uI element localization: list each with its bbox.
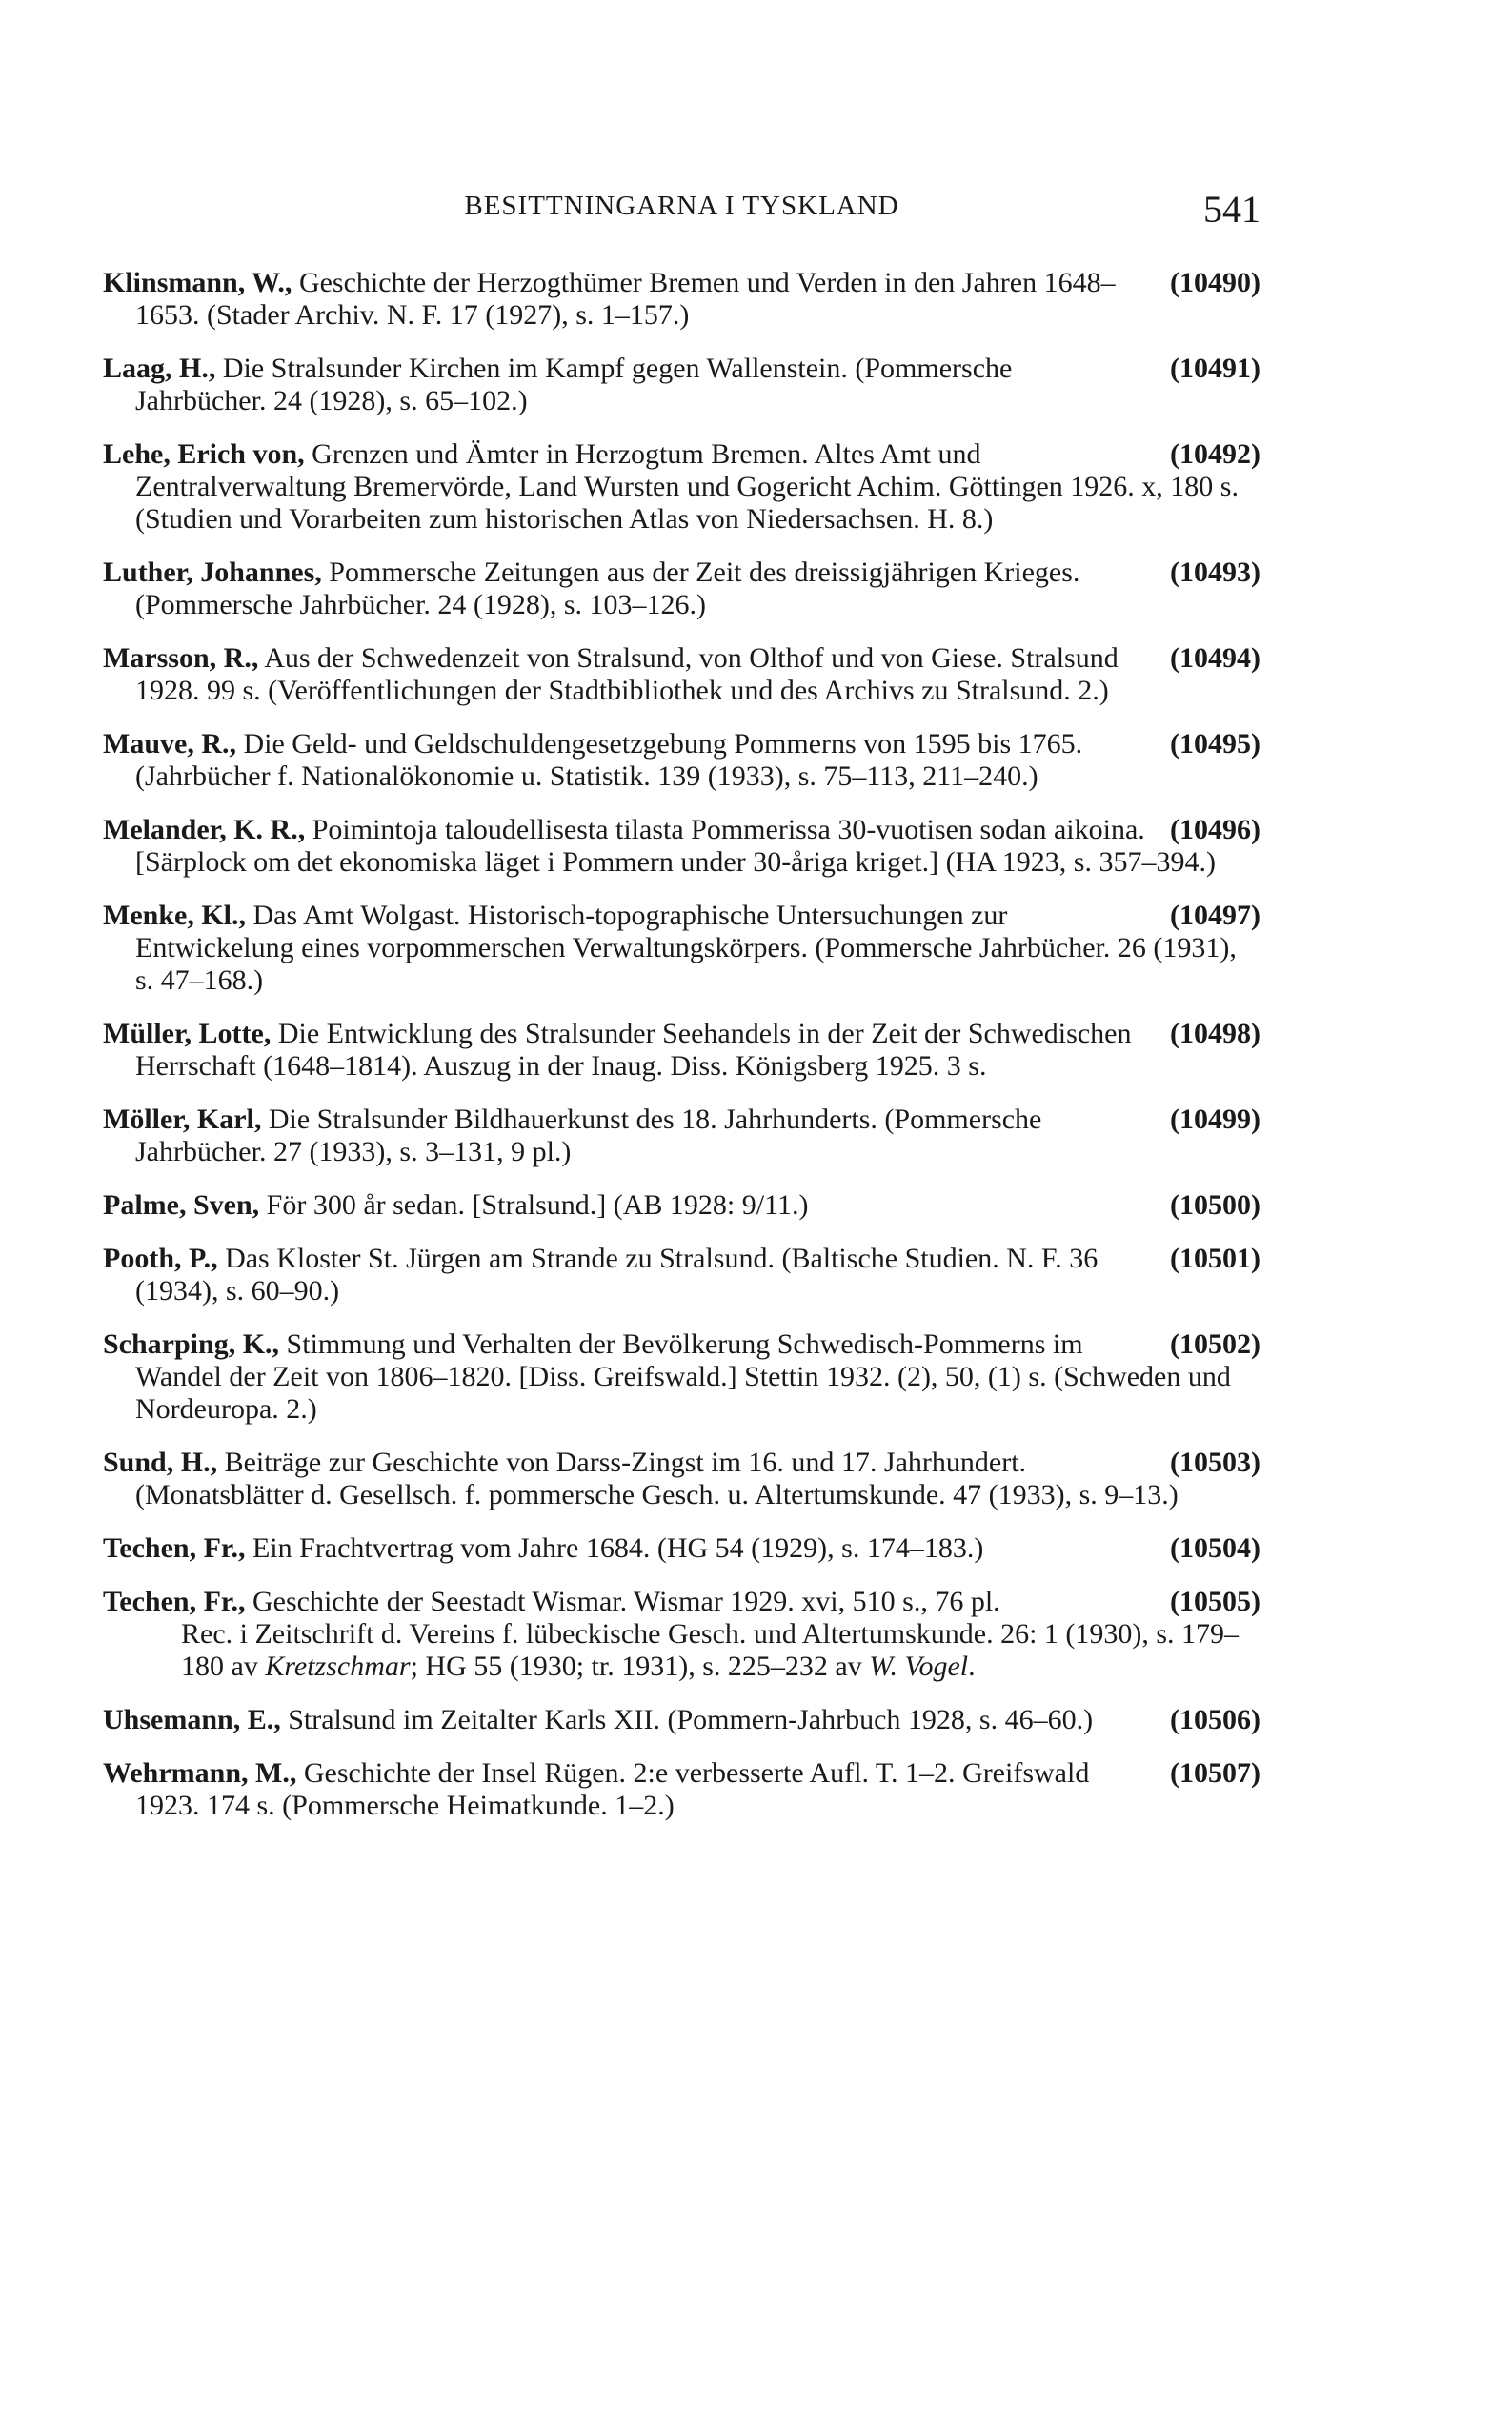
entry-text: Grenzen und Ämter in Herzogtum Bremen. Altes Amt und Zentralverwaltung Bremervörde, Land Wursten und Gogericht Achim. Göttingen 1926. x, 180 s. (Studien und Vorarbeiten zum historischen Atlas von Niedersachsen. H. 8.) <box>135 438 1239 535</box>
review-text: . <box>968 1651 976 1682</box>
bibliography-entry <box>103 557 1260 621</box>
entry-number: (10507) <box>1170 1757 1260 1789</box>
entry-author: Mauve, R., <box>103 728 236 760</box>
entry-author: Techen, Fr., <box>103 1532 246 1564</box>
bibliography-entry <box>103 1532 1260 1565</box>
entry-author: Melander, K. R., <box>103 814 306 845</box>
entry-author: Wehrmann, M., <box>103 1757 297 1789</box>
entry-text: Die Stralsunder Kirchen im Kampf gegen Wallenstein. (Pommersche Jahrbücher. 24 (1928), s. 65–102.) <box>135 353 1013 416</box>
entry-number: (10502) <box>1170 1328 1260 1360</box>
entry-number: (10495) <box>1170 728 1260 760</box>
bibliography-entry <box>103 1189 1260 1222</box>
review-text: Rec. i Zeitschrift d. Vereins f. lübeckische Gesch. und Altertumskunde. 26: 1 (1930), s. 179–180 av <box>181 1618 1240 1682</box>
entry-text: För 300 år sedan. [Stralsund.] (AB 1928: 9/11.) <box>259 1189 809 1221</box>
entry-author: Techen, Fr., <box>103 1586 246 1617</box>
entry-text: Ein Frachtvertrag vom Jahre 1684. (HG 54 (1929), s. 174–183.) <box>245 1532 984 1564</box>
entry-number: (10494) <box>1170 642 1260 674</box>
entry-author: Menke, Kl., <box>103 900 246 931</box>
entry-author: Laag, H., <box>103 353 216 384</box>
running-header: BESITTNINGARNA I TYSKLAND <box>464 191 899 221</box>
bibliography-entry <box>103 1104 1260 1168</box>
bibliography-entry <box>103 1704 1260 1736</box>
bibliography-entry <box>103 728 1260 793</box>
entry-text: Stralsund im Zeitalter Karls XII. (Pommern-Jahrbuch 1928, s. 46–60.) <box>280 1704 1094 1735</box>
entry-text: Geschichte der Seestadt Wismar. Wismar 1929. xvi, 510 s., 76 pl. <box>245 1586 1000 1617</box>
entry-text: Poimintoja taloudellisesta tilasta Pommerissa 30-vuotisen sodan aikoina. [Särplock om det ekonomiska läget i Pommern under 30-åriga kriget.] (HA 1923, s. 357–394.) <box>135 814 1216 878</box>
entry-number: (10504) <box>1170 1532 1260 1564</box>
entry-text: Die Entwicklung des Stralsunder Seehandels in der Zeit der Schwedischen Herrschaft (1648–1814). Auszug in der Inaug. Diss. Königsberg 1925. 3 s. <box>135 1018 1132 1082</box>
entry-author: Luther, Johannes, <box>103 557 322 588</box>
entry-author: Scharping, K., <box>103 1328 280 1360</box>
entry-text: Das Amt Wolgast. Historisch-topographische Untersuchungen zur Entwickelung eines vorpommerschen Verwaltungskörpers. (Pommersche Jahrbücher. 26 (1931), s. 47–168.) <box>135 900 1237 996</box>
bibliography-entry <box>103 267 1260 332</box>
entry-text: Die Stralsunder Bildhauerkunst des 18. Jahrhunderts. (Pommersche Jahrbücher. 27 (1933), s. 3–131, 9 pl.) <box>135 1104 1042 1167</box>
bibliography-list <box>103 267 1260 1843</box>
entry-number: (10493) <box>1170 557 1260 588</box>
entry-author: Müller, Lotte, <box>103 1018 272 1049</box>
bibliography-entry <box>103 1243 1260 1307</box>
bibliography-entry <box>103 642 1260 707</box>
bibliography-entry <box>103 900 1260 997</box>
entry-number: (10490) <box>1170 267 1260 298</box>
entry-number: (10499) <box>1170 1104 1260 1135</box>
entry-text: Die Geld- und Geldschuldengesetzgebung Pommerns von 1595 bis 1765. (Jahrbücher f. Nationalökonomie u. Statistik. 139 (1933), s. 75–113, 211–240.) <box>135 728 1083 792</box>
review-text: ; HG 55 (1930; tr. 1931), s. 225–232 av <box>410 1651 870 1682</box>
entry-number: (10496) <box>1170 814 1260 845</box>
entry-text: Aus der Schwedenzeit von Stralsund, von Olthof und von Giese. Stralsund 1928. 99 s. (Veröffentlichungen der Stadtbibliothek und des Archivs zu Stralsund. 2.) <box>135 642 1119 706</box>
review-note <box>135 1618 1260 1683</box>
entry-text: Beiträge zur Geschichte von Darss-Zingst im 16. und 17. Jahrhundert. (Monatsblätter d. Gesellsch. f. pommersche Gesch. u. Altertumskunde. 47 (1933), s. 9–13.) <box>135 1447 1179 1510</box>
entry-number: (10506) <box>1170 1704 1260 1735</box>
entry-number: (10505) <box>1170 1586 1260 1617</box>
reviewer-name: W. Vogel <box>869 1651 969 1682</box>
entry-author: Palme, Sven, <box>103 1189 260 1221</box>
entry-text: Geschichte der Insel Rügen. 2:e verbesserte Aufl. T. 1–2. Greifswald 1923. 174 s. (Pommersche Heimatkunde. 1–2.) <box>135 1757 1090 1821</box>
bibliography-entry <box>103 1757 1260 1822</box>
entry-author: Möller, Karl, <box>103 1104 262 1135</box>
entry-author: Klinsmann, W., <box>103 267 292 298</box>
entry-number: (10501) <box>1170 1243 1260 1274</box>
entry-text: Stimmung und Verhalten der Bevölkerung Schwedisch-Pommerns im Wandel der Zeit von 1806–1820. [Diss. Greifswald.] Stettin 1932. (2), 50, (1) s. (Schweden und Nordeuropa. 2.) <box>135 1328 1231 1425</box>
entry-number: (10497) <box>1170 900 1260 931</box>
bibliography-entry <box>103 1328 1260 1426</box>
bibliography-entry <box>103 1586 1260 1683</box>
entry-text: Geschichte der Herzogthümer Bremen und Verden in den Jahren 1648–1653. (Stader Archiv. N. F. 17 (1927), s. 1–157.) <box>135 267 1116 331</box>
bibliography-entry <box>103 353 1260 417</box>
bibliography-entry <box>103 814 1260 879</box>
page-number: 541 <box>1203 188 1260 231</box>
bibliography-entry <box>103 1447 1260 1511</box>
entry-author: Marsson, R., <box>103 642 259 674</box>
bibliography-entry <box>103 1018 1260 1083</box>
entry-text: Das Kloster St. Jürgen am Strande zu Stralsund. (Baltische Studien. N. F. 36 (1934), s. 60–90.) <box>135 1243 1099 1307</box>
entry-number: (10491) <box>1170 353 1260 384</box>
bibliography-entry <box>103 438 1260 536</box>
entry-text: Pommersche Zeitungen aus der Zeit des dreissigjährigen Krieges. (Pommersche Jahrbücher. 24 (1928), s. 103–126.) <box>135 557 1080 620</box>
entry-author: Pooth, P., <box>103 1243 218 1274</box>
entry-number: (10492) <box>1170 438 1260 470</box>
entry-number: (10500) <box>1170 1189 1260 1221</box>
reviewer-name: Kretzschmar <box>265 1651 411 1682</box>
entry-number: (10503) <box>1170 1447 1260 1478</box>
entry-author: Uhsemann, E., <box>103 1704 281 1735</box>
entry-author: Sund, H., <box>103 1447 218 1478</box>
entry-number: (10498) <box>1170 1018 1260 1049</box>
entry-author: Lehe, Erich von, <box>103 438 305 470</box>
